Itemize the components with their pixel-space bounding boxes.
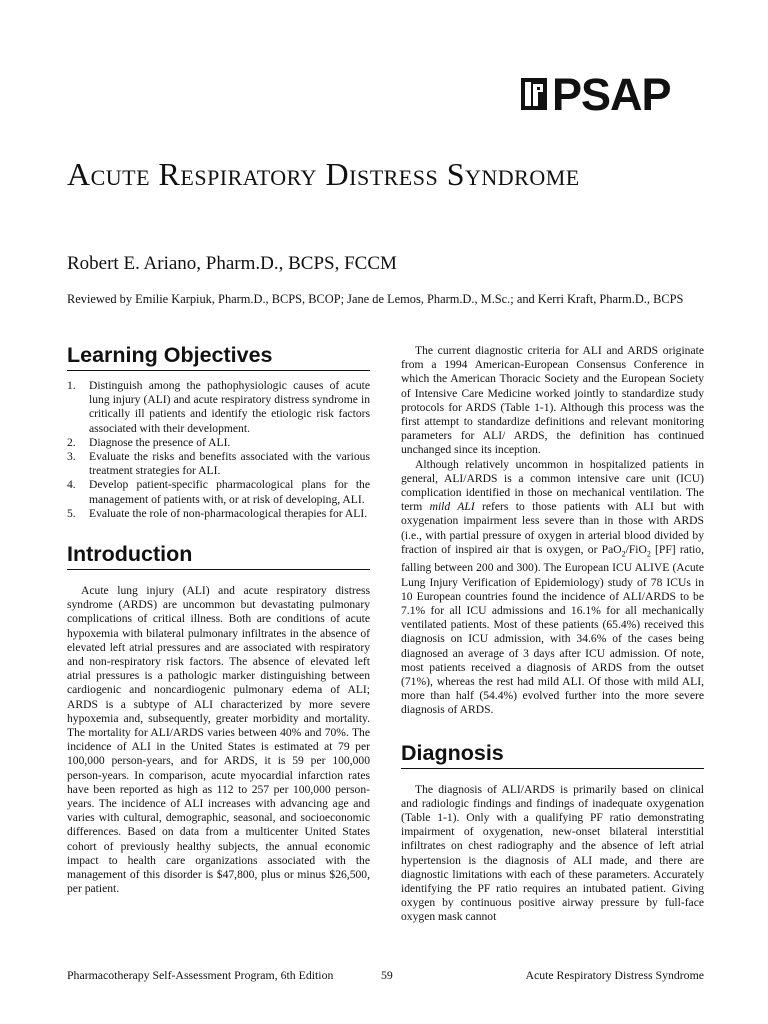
- subscript: 2: [646, 549, 651, 559]
- page-footer: [67, 968, 704, 984]
- list-item-number: 3.: [67, 450, 76, 464]
- footer-chapter: Acute Respiratory Distress Syndrome: [525, 968, 704, 982]
- article-title: Acute Respiratory Distress Syndrome: [67, 156, 580, 192]
- list-item-number: 5.: [67, 506, 76, 520]
- list-item-text: Distinguish among the pathophysiologic causes of acute lung injury (ALI) and acute respiratory distress syndrome in critically ill patients and identify the etiologic risk factors associated with their development.: [89, 379, 370, 435]
- footer-publication: Pharmacotherapy Self-Assessment Program, 6th Edition: [67, 968, 334, 982]
- diagnosis-heading: Diagnosis: [401, 740, 704, 769]
- list-item-text: Develop patient-specific pharmacological plans for the management of patients with, or at risk of developing, ALI.: [89, 478, 370, 506]
- incidence-text-part: [PF] ratio, falling between 200 and 300). The European ICU ALIVE (Acute Lung Injury Verification of Epidemiology) study of 78 ICUs in 10 European countries found the incidence of ALI/ARDS to be 7.1% for all ICU admissions and 16.1% for all mechanically ventilated patients. Most of these patients (65.4%) received this diagnosis on ICU admission, with 34.6% of the cases being diagnosed an average of 3 days after ICU admission. Of note, most patients received a diagnosis of ARDS from the outset (71%), whereas the rest had mild ALI. Of those with mild ALI, more than half (54.4%) evolved further into the more severe diagnosis of ARDS.: [401, 542, 705, 717]
- right-column: [401, 344, 704, 925]
- mild-ali-term: mild ALI: [429, 500, 475, 514]
- page-number: 59: [381, 968, 393, 982]
- list-item: [67, 478, 370, 506]
- incidence-text-part: /FiO: [625, 542, 647, 556]
- list-item-number: 4.: [67, 478, 76, 492]
- list-item: [67, 507, 370, 521]
- criteria-paragraph: The current diagnostic criteria for ALI and ARDS originate from a 1994 American-European Consensus Conference in which the American Thoracic Society and the European Society of Intensive Care Medicine worked jointly to standardize study protocols for ARDS (Table 1-1). Although this process was the first attempt to standardize definitions and relevant monitoring parameters for ALI/ ARDS, the definition has continued unchanged since its inception.: [401, 344, 704, 457]
- list-item: [67, 379, 370, 436]
- introduction-heading: Introduction: [67, 541, 370, 570]
- learning-objectives-heading: Learning Objectives: [67, 342, 370, 371]
- introduction-paragraph: Acute lung injury (ALI) and acute respiratory distress syndrome (ARDS) are uncommon but devastating pulmonary complications of critical illness. Both are conditions of acute hypoxemia with bilateral pulmonary infiltrates in the absence of elevated left atrial pressures and are associated with respiratory and non-respiratory risk factors. The absence of elevated left atrial pressures is a pathologic marker distinguishing between cardiogenic and noncardiogenic pulmonary edema of ALI; ARDS is a subtype of ALI characterized by more severe hypoxemia and, subsequently, greater morbidity and mortality. The mortality for ALI/ARDS varies between 40% and 70%. The incidence of ALI in the United States is estimated at 79 per 100,000 person-years, and for ARDS, it is 59 per 100,000 person-years. In comparison, acute myocardial infarction rates have been reported as high as 112 to 257 per 100,000 person-years. The incidence of ALI increases with advancing age and varies with cultural, demographic, seasonal, and socioeconomic differences. Based on data from a multicenter United States cohort of previously healthy subjects, the annual economic impact to health care organizations associated with the management of this disorder is $47,800, plus or minus $26,500, per patient.: [67, 584, 370, 896]
- diagnosis-paragraph: The diagnosis of ALI/ARDS is primarily based on clinical and radiologic findings and findings of inadequate oxygenation (Table 1-1). Only with a qualifying PF ratio demonstrating impairment of oxygenation, new-onset bilateral interstitial infiltrates on chest radiography and the absence of left atrial hypertension is the diagnosis of ALI made, and there are diagnostic limitations with each of these parameters. Accurately identifying the PF ratio requires an intubated patient. Giving oxygen by continuous positive airway pressure by full-face oxygen mask cannot: [401, 782, 704, 924]
- learning-objectives-list: [67, 379, 370, 521]
- reviewers-line: Reviewed by Emilie Karpiuk, Pharm.D., BCPS, BCOP; Jane de Lemos, Pharm.D., M.Sc.; and Kerri Kraft, Pharm.D., BCPS: [67, 292, 684, 306]
- incidence-text-part: refers to those patients with ALI but with oxygenation impairment less severe than in those with ARDS (i.e., with partial pressure of oxygen in arterial blood divided by fraction of inspired air that is oxygen, or PaO: [401, 500, 704, 556]
- list-item: [67, 436, 370, 450]
- list-item-text: Evaluate the role of non-pharmacological therapies for ALI.: [89, 506, 368, 520]
- left-column: [67, 342, 370, 897]
- incidence-text-part: Although relatively uncommon in hospitalized patients in general, ALI/ARDS is a common intensive care unit (ICU) complication identified in those on mechanical ventilation. The term: [401, 457, 704, 514]
- list-item-number: 1.: [67, 379, 76, 392]
- logo-text: PSAP: [552, 70, 671, 114]
- list-item-text: Diagnose the presence of ALI.: [89, 435, 231, 449]
- psap-logo: [520, 70, 706, 114]
- incidence-paragraph: [401, 458, 704, 718]
- list-item-text: Evaluate the risks and benefits associated with the various treatment strategies for ALI.: [89, 450, 370, 478]
- author-line: Robert E. Ariano, Pharm.D., BCPS, FCCM: [67, 253, 397, 274]
- list-item: [67, 450, 370, 478]
- accp-emblem-icon: [521, 78, 547, 110]
- subscript: 2: [621, 549, 626, 559]
- list-item-number: 2.: [67, 435, 76, 449]
